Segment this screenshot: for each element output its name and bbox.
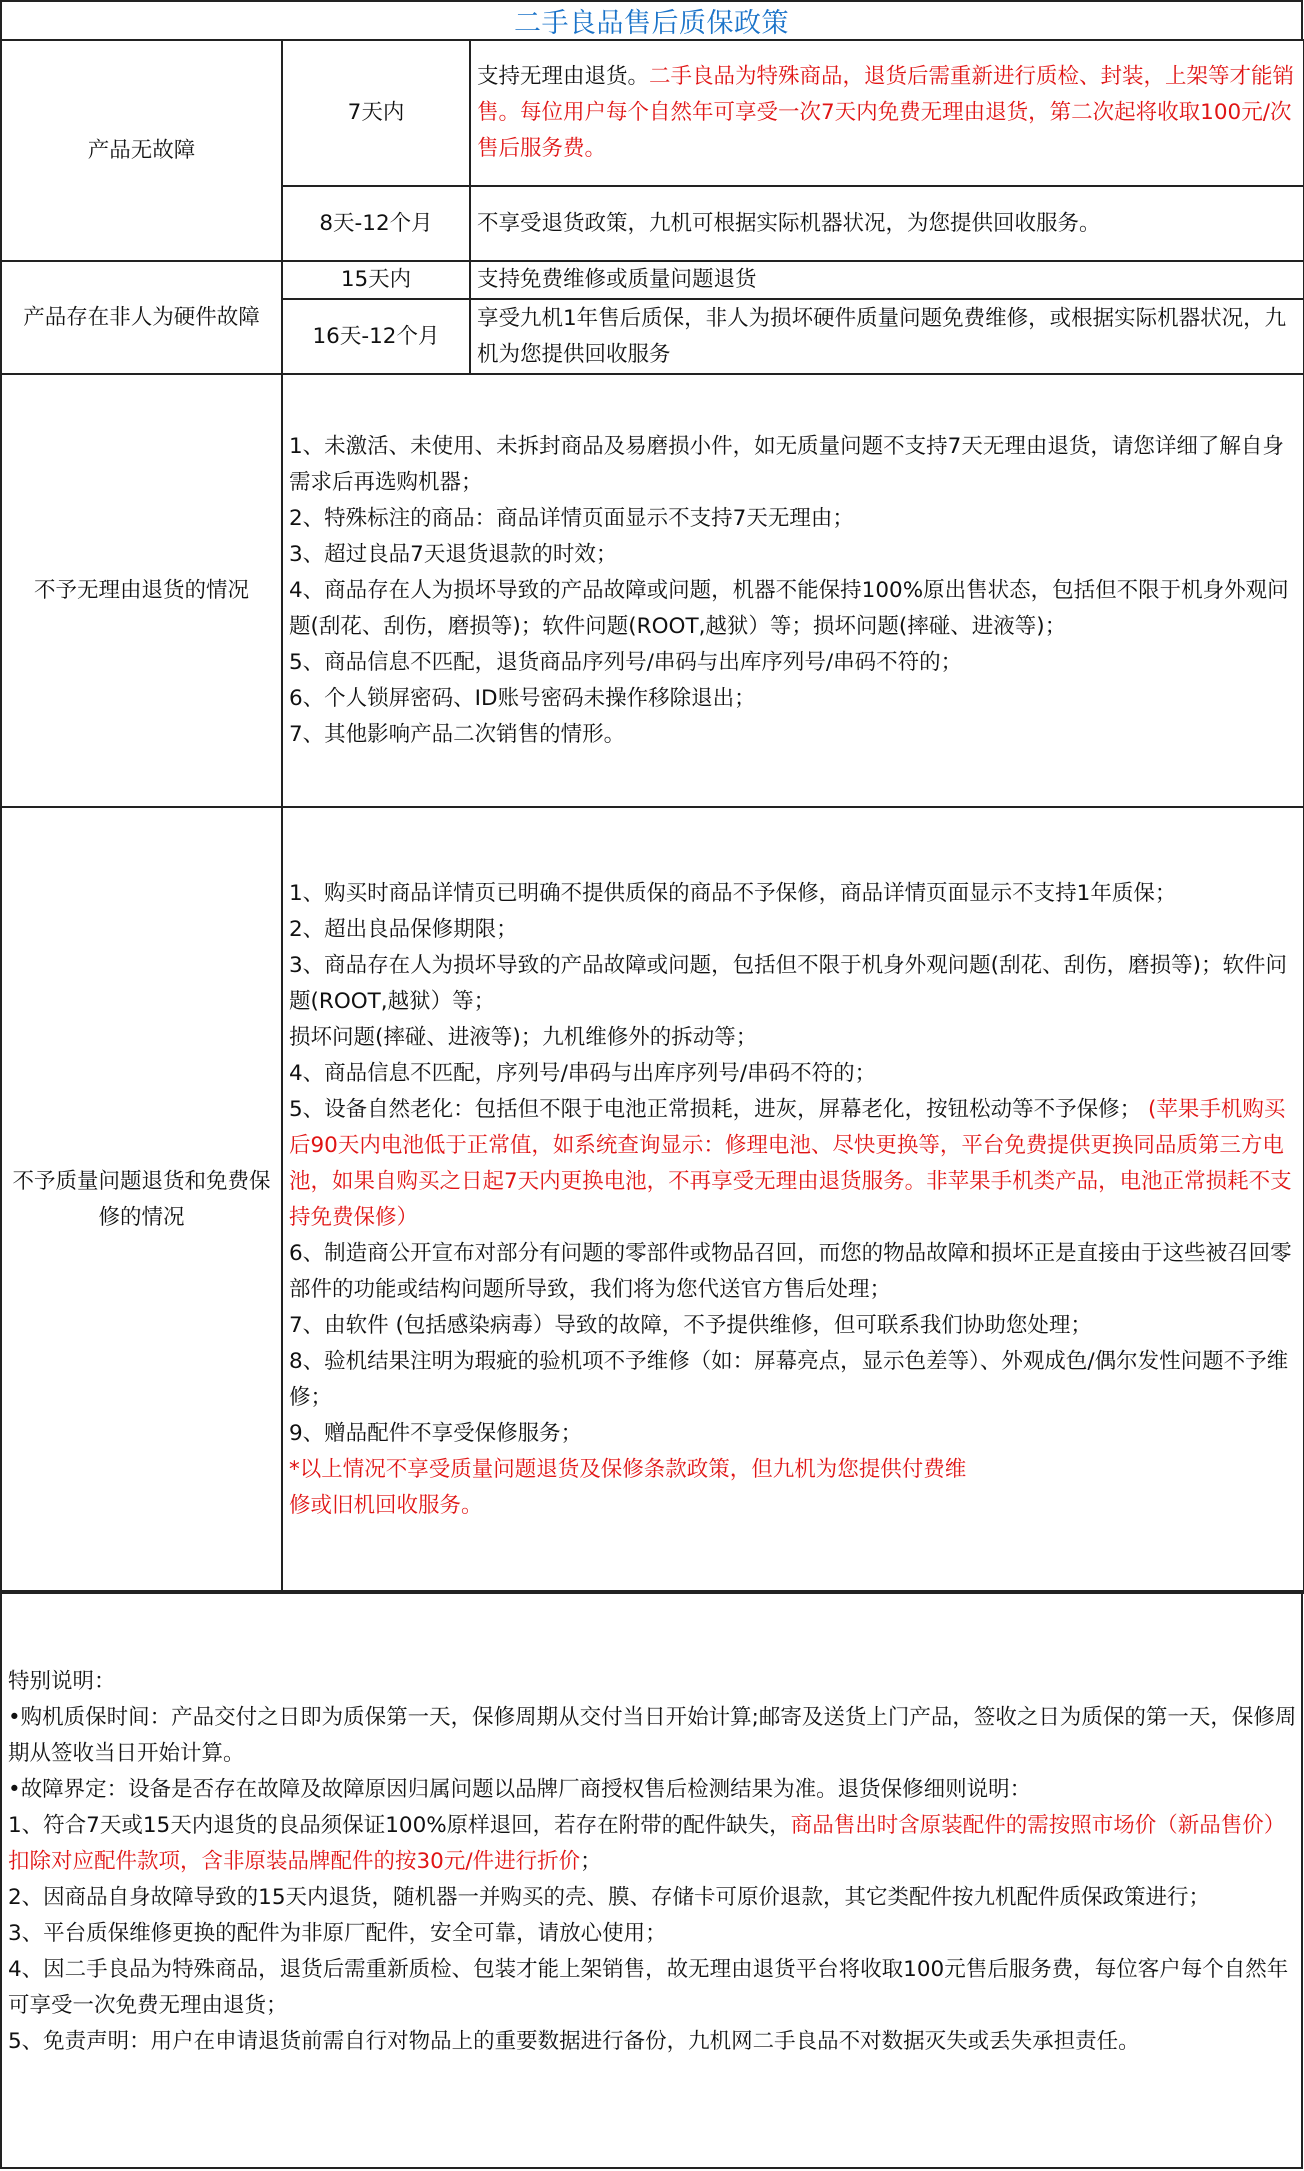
list-item — [289, 1092, 1297, 1236]
list-item: 4、商品存在人为损坏导致的产品故障或问题，机器不能保持100%原出售状态，包括但不限于机身外观问题(刮花、刮伤，磨损等)；软件问题(ROOT,越狱）等；损坏问题(摔碰、进液等)； — [289, 577, 1289, 639]
list-item: 1、未激活、未使用、未拆封商品及易磨损小件，如无质量问题不支持7天无理由退货，请您详细了解自身需求后再选购机器； — [289, 433, 1284, 495]
table-row — [1, 807, 1304, 1593]
special-notes-box — [0, 1590, 1303, 2169]
table-row — [1, 261, 1304, 299]
policy-text — [470, 40, 1304, 186]
list-item: 6、个人锁屏密码、ID账号密码未操作移除退出； — [289, 685, 756, 711]
paid-service-note-line1: *以上情况不享受质量问题退货及保修条款政策，但九机为您提供付费维 — [289, 1457, 967, 1482]
notes-paragraph: 5、免责声明：用户在申请退货前需自行对物品上的重要数据进行备份，九机网二手良品不对数据灭失或丢失承担责任。 — [8, 2029, 1140, 2054]
accessory-deduction-highlight: 商品售出时含原装配件的需按照市场价（新品售价）扣除对应配件款项，含非原装品牌配件的按30元/件进行折价 — [8, 1813, 1286, 1874]
list-item: 3、商品存在人为损坏导致的产品故障或问题，包括但不限于机身外观问题(刮花、刮伤，磨损等)；软件问题(ROOT,越狱）等； — [289, 953, 1287, 1014]
notes-text: 1、符合7天或15天内退货的良品须保证100%原样退回，若存在附带的配件缺失， — [8, 1813, 791, 1838]
notes-paragraph: 4、因二手良品为特殊商品，退货后需重新质检、包装才能上架销售，故无理由退货平台将收取100元售后服务费，每位客户每个自然年可享受一次免费无理由退货； — [8, 1957, 1289, 2018]
paid-service-note-line2: 修或旧机回收服务。 — [289, 1493, 483, 1518]
page-title: 二手良品售后质保政策 — [514, 8, 789, 39]
section-label-no-return: 不予无理由退货的情况 — [1, 374, 282, 807]
notes-text: ； — [580, 1849, 602, 1874]
list-item: 7、由软件 (包括感染病毒）导致的故障，不予提供维修，但可联系我们协助您处理； — [289, 1313, 1092, 1338]
period-15-days: 15天内 — [282, 261, 470, 299]
policy-text-plain: 支持无理由退货。 — [477, 64, 650, 89]
list-item: 9、赠品配件不享受保修服务； — [289, 1421, 583, 1446]
period-16-days-12-months: 16天-12个月 — [282, 299, 470, 374]
battery-note-highlight: (苹果手机购买后90天内电池低于正常值，如系统查询显示：修理电池、尽快更换等，平台免费提供更换同品质第三方电池，如果自购买之日起7天内更换电池，不再享受无理由退货服务。非苹果手机类产品，电池正常损耗不支持免费保修） — [289, 1097, 1292, 1230]
list-item-text: 5、设备自然老化：包括但不限于电池正常损耗，进灰，屏幕老化，按钮松动等不予保修； — [289, 1097, 1142, 1122]
notes-paragraph: •购机质保时间：产品交付之日即为质保第一天，保修周期从交付当日开始计算;邮寄及送货上门产品，签收之日为质保的第一天，保修周期从签收当日开始计算。 — [8, 1705, 1297, 1766]
list-item: 8、验机结果注明为瑕疵的验机项不予维修（如：屏幕亮点，显示色差等）、外观成色/偶尔发性问题不予维修； — [289, 1349, 1289, 1410]
list-item: 5、商品信息不匹配，退货商品序列号/串码与出库序列号/串码不符的； — [289, 649, 963, 675]
no-return-list — [282, 374, 1304, 807]
notes-heading: 特别说明： — [8, 1669, 116, 1694]
period-8-days-12-months: 8天-12个月 — [282, 186, 470, 261]
list-item: 3、超过良品7天退货退款的时效； — [289, 541, 618, 567]
list-item: 4、商品信息不匹配，序列号/串码与出库序列号/串码不符的； — [289, 1061, 877, 1086]
table-row — [1, 374, 1304, 807]
policy-text-highlight: 二手良品为特殊商品，退货后需重新进行质检、封装，上架等才能销售。每位用户每个自然年可享受一次7天内免费无理由退货，第二次起将收取100元/次售后服务费。 — [477, 64, 1295, 161]
notes-paragraph: •故障界定：设备是否存在故障及故障原因归属问题以品牌厂商授权售后检测结果为准。退货保修细则说明： — [8, 1777, 1032, 1802]
no-warranty-list — [282, 807, 1304, 1593]
notes-paragraph — [8, 1808, 1298, 1880]
section-label-hardware-fault: 产品存在非人为硬件故障 — [1, 261, 282, 374]
section-label-no-warranty: 不予质量问题退货和免费保修的情况 — [1, 807, 282, 1593]
table-row — [1, 40, 1304, 186]
title-row — [0, 0, 1303, 39]
policy-text: 不享受退货政策，九机可根据实际机器状况，为您提供回收服务。 — [470, 186, 1304, 261]
policy-table — [0, 39, 1304, 1594]
policy-text: 支持免费维修或质量问题退货 — [470, 261, 1304, 299]
list-item: 2、超出良品保修期限； — [289, 917, 518, 942]
period-7-days: 7天内 — [282, 40, 470, 186]
list-item: 1、购买时商品详情页已明确不提供质保的商品不予保修，商品详情页面显示不支持1年质保； — [289, 881, 1177, 906]
list-item: 6、制造商公开宣布对部分有问题的零部件或物品召回，而您的物品故障和损坏正是直接由于这些被召回零部件的功能或结构问题所导致，我们将为您代送官方售后处理； — [289, 1241, 1292, 1302]
notes-paragraph: 2、因商品自身故障导致的15天内退货，随机器一并购买的壳、膜、存储卡可原价退款，其它类配件按九机配件质保政策进行； — [8, 1885, 1211, 1910]
notes-paragraph: 3、平台质保维修更换的配件为非原厂配件，安全可靠，请放心使用； — [8, 1921, 667, 1946]
section-label-no-fault: 产品无故障 — [1, 40, 282, 261]
list-item: 损坏问题(摔碰、进液等)；九机维修外的拆动等； — [289, 1025, 758, 1050]
list-item: 2、特殊标注的商品：商品详情页面显示不支持7天无理由； — [289, 505, 854, 531]
special-notes — [8, 1664, 1298, 2060]
list-item: 7、其他影响产品二次销售的情形。 — [289, 721, 626, 747]
policy-text: 享受九机1年售后质保，非人为损坏硬件质量问题免费维修，或根据实际机器状况，九机为您提供回收服务 — [470, 299, 1304, 374]
